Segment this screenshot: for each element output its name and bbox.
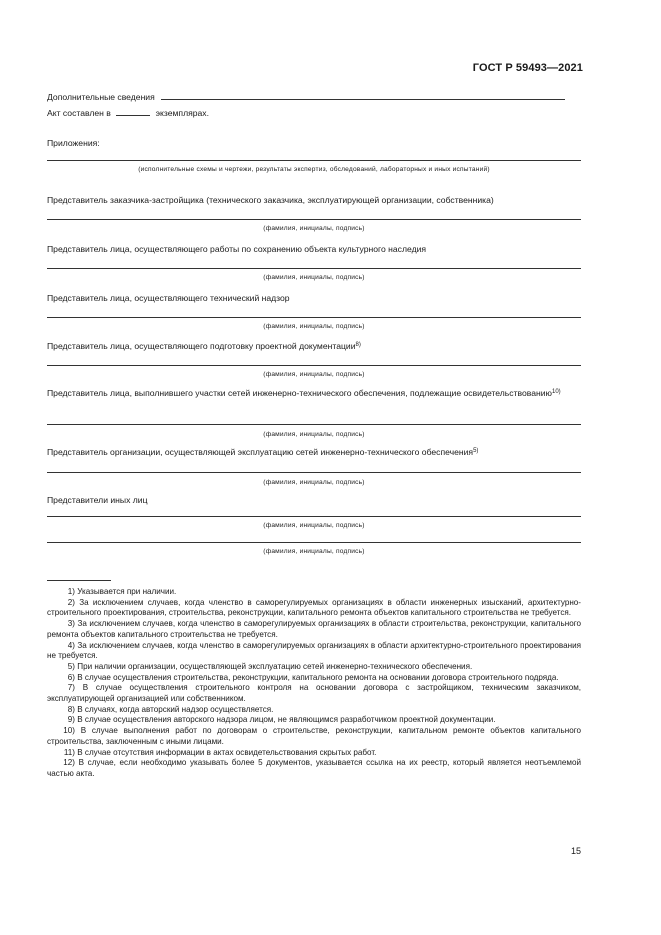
rep-design-signature-line[interactable]: [47, 365, 581, 366]
signature-caption: (фамилия, инициалы, подпись): [263, 522, 365, 529]
rep-others-signature-line-1[interactable]: [47, 516, 581, 517]
footnote-number: 5): [67, 661, 75, 671]
footnote: 11) В случае отсутствия информации в актах освидетельствования скрытых работ.: [47, 748, 581, 759]
additional-info-label: Дополнительные сведения: [47, 92, 155, 102]
footnote-ref: 10): [552, 389, 561, 395]
footnote: 12) В случае, если необходимо указывать более 5 документов, указывается ссылка на их реестр, который является неотъемлемой частью акта.: [47, 758, 581, 778]
rep-heritage-label: Представитель лица, осуществляющего работы по сохранению объекта культурного наследия: [47, 244, 427, 254]
footnote-number: 10): [63, 726, 75, 736]
footnote: 9) В случае осуществления авторского надзора лицом, не являющимся разработчиком проектной документации.: [47, 715, 581, 726]
rep-networks-label: [47, 388, 581, 399]
signature-caption: (фамилия, инициалы, подпись): [263, 479, 365, 486]
rep-others-label: Представители иных лиц: [47, 495, 148, 505]
footnotes: [47, 587, 581, 780]
additional-info-row: [47, 92, 581, 103]
additional-info-field[interactable]: [161, 99, 565, 100]
rep-tech-supervision-label: Представитель лица, осуществляющего технический надзор: [47, 293, 290, 303]
footnote-ref: 8): [355, 342, 361, 348]
signature-caption: (фамилия, инициалы, подпись): [263, 431, 365, 438]
signature-caption: (фамилия, инициалы, подпись): [263, 371, 365, 378]
footnote-number: 8): [67, 704, 75, 714]
footnote: 6) В случае осуществления строительства, реконструкции, капитального ремонта на основании договора строительного подряда.: [47, 673, 581, 684]
signature-caption: (фамилия, инициалы, подпись): [263, 323, 365, 330]
footnote: 3) За исключением случаев, когда членство в саморегулируемых организациях в области строительства, реконструкции, капитального ремонта объектов капитального строительства не требуется.: [47, 619, 581, 639]
footnote: 8) В случаях, когда авторский надзор осуществляется.: [47, 705, 581, 716]
footnote-ref: 5): [473, 448, 479, 454]
footnote: 7) В случае осуществления строительного контроля на основании договора с застройщиком, техническим заказчиком, эксплуатирующей организацией или собственником.: [47, 683, 582, 704]
signature-caption: (фамилия, инициалы, подпись): [263, 274, 365, 281]
footnote-number: 3): [67, 619, 75, 629]
act-copies-suffix: экземплярах.: [155, 108, 209, 118]
footnote-number: 1): [67, 587, 75, 596]
act-copies-prefix: Акт составлен в: [47, 108, 111, 118]
rep-operator-text: Представитель организации, осуществляющей эксплуатацию сетей инженерно-технического обеспечения: [47, 447, 474, 457]
footnote-number: 7): [67, 683, 75, 693]
signature-caption: (фамилия, инициалы, подпись): [263, 548, 365, 555]
footnote: 2) За исключением случаев, когда членство в саморегулируемых организациях в области инженерных изысканий, архитектурно-строительного проектирования, строительства, реконструкции, капитального ремонта объектов капитального строительства не требуется.: [47, 597, 581, 618]
attachments-label: Приложения:: [47, 138, 100, 148]
footnote-number: 2): [67, 597, 75, 607]
act-copies-row: [47, 108, 581, 119]
footnote: 10) В случае выполнения работ по договорам о строительстве, реконструкции, капитальном ремонте объектов капитального строительства, заключенным с иными лицами.: [47, 726, 581, 746]
standard-designation: ГОСТ Р 59493—2021: [472, 62, 583, 74]
footnote: 5) При наличии организации, осуществляющей эксплуатацию сетей инженерно-технического обеспечения.: [47, 662, 581, 673]
rep-networks-text: Представитель лица, выполнившего участки сетей инженерно-технического обеспечения, подлежащие освидетельствованию: [47, 388, 552, 398]
footnote-separator: [47, 580, 111, 581]
rep-operator-signature-line[interactable]: [47, 472, 581, 473]
rep-operator-label: [47, 447, 581, 458]
signature-caption: (фамилия, инициалы, подпись): [263, 225, 365, 232]
rep-design-label: [47, 341, 581, 352]
rep-others-signature-line-2[interactable]: [47, 542, 581, 543]
footnote-number: 9): [67, 715, 75, 725]
footnote-number: 11): [63, 747, 75, 757]
footnote: 1) Указывается при наличии.: [47, 587, 581, 598]
rep-design-text: Представитель лица, осуществляющего подготовку проектной документации: [47, 341, 356, 351]
rep-customer-signature-line[interactable]: [47, 219, 581, 220]
rep-tech-supervision-signature-line[interactable]: [47, 317, 581, 318]
rep-customer-label: Представитель заказчика-застройщика (технического заказчика, эксплуатирующей организации, собственника): [47, 195, 494, 205]
footnote-number: 12): [63, 758, 75, 768]
page-number: 15: [570, 846, 581, 856]
footnote-number: 6): [67, 672, 75, 682]
act-copies-field[interactable]: [116, 115, 150, 116]
rep-heritage-signature-line[interactable]: [47, 268, 581, 269]
attachments-field[interactable]: [47, 160, 581, 161]
attachments-caption: (исполнительные схемы и чертежи, результаты экспертиз, обследований, лабораторных и иных испытаний): [138, 166, 490, 173]
footnote-number: 4): [67, 640, 75, 650]
rep-networks-signature-line[interactable]: [47, 424, 581, 425]
footnote: 4) За исключением случаев, когда членство в саморегулируемых организациях в области архитектурно-строительного проектирования не требуется.: [47, 640, 582, 661]
